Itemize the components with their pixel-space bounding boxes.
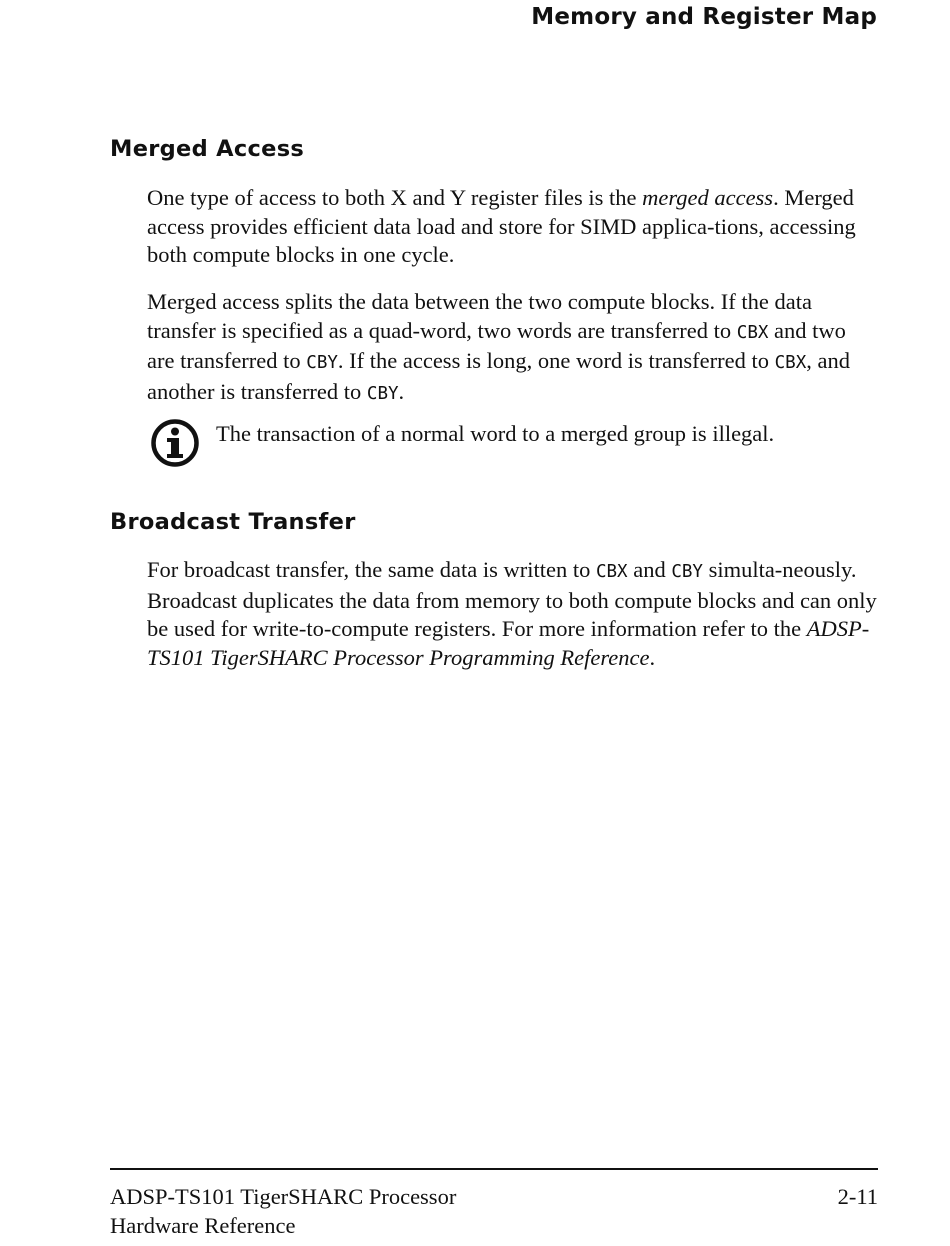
text-run: Merged access splits the data between the two compute blocks. If the data transfer is specified as a quad-word, two words are transferred to	[147, 289, 812, 343]
text-run: and	[627, 557, 672, 582]
section-heading-merged-access: Merged Access	[110, 136, 305, 162]
register-name-cby: CBY	[306, 353, 338, 374]
register-name-cby: CBY	[671, 562, 703, 582]
merged-access-paragraph-2	[147, 288, 877, 409]
text-run: simulta-neously. Broadcast duplicates the data from memory to both compute blocks and can only be used for write-to-compute registers. For more information refer to the	[147, 557, 877, 642]
footer-line-1: ADSP-TS101 TigerSHARC Processor	[110, 1184, 457, 1209]
merged-access-paragraph-1	[147, 184, 877, 270]
emphasis-merged-access: merged access	[642, 185, 774, 210]
info-icon	[150, 418, 200, 468]
footer-document-title	[110, 1182, 456, 1240]
emphasis-reference-title: ADSP-TS101 TigerSHARC Processor Programming Reference	[147, 616, 870, 671]
register-name-cbx: CBX	[736, 322, 769, 343]
running-head-title: Memory and Register Map	[531, 4, 877, 30]
text-run: One type of access to both X and Y register files is the	[147, 185, 643, 210]
footer-line-2: Hardware Reference	[110, 1213, 296, 1238]
text-run: .	[649, 645, 656, 671]
text-run: . Merged access provides efficient data load and store for SIMD applica-tions, accessing both compute blocks in one cycle.	[147, 185, 856, 268]
register-name-cbx: CBX	[774, 353, 807, 374]
page-number: 2-11	[837, 1184, 878, 1209]
text-run: and two are transferred to	[147, 317, 846, 374]
text-run: . If the access is long, one word is transferred to	[337, 348, 775, 374]
register-name-cby: CBY	[366, 384, 399, 405]
text-run: .	[398, 379, 405, 405]
footer-rule	[110, 1168, 878, 1170]
text-run: For broadcast transfer, the same data is written to	[147, 557, 596, 582]
note-text: The transaction of a normal word to a merged group is illegal.	[216, 421, 775, 446]
broadcast-transfer-paragraph	[147, 556, 877, 673]
register-name-cbx: CBX	[595, 562, 628, 582]
section-heading-broadcast-transfer: Broadcast Transfer	[110, 509, 356, 535]
text-run: , and another is transferred to	[147, 348, 850, 405]
